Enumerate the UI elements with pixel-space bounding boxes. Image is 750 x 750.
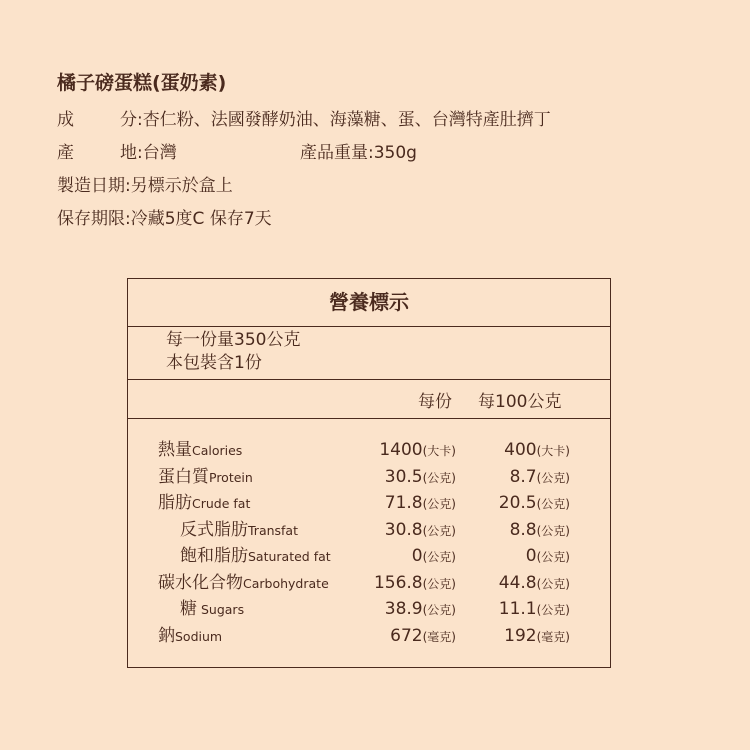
nutrition-row-sodium: [128, 623, 610, 650]
value-per-serving: 1400(大卡): [379, 440, 456, 460]
servings-per-pack: 本包裝含1份: [166, 353, 262, 373]
col-per-serving: 每份: [418, 392, 452, 412]
value-per-serving: 0(公克): [411, 546, 456, 566]
nutrient-name: 鈉Sodium: [158, 625, 223, 646]
value-per-100g: 20.5(公克): [498, 493, 570, 513]
nutrition-row-sugars: [128, 596, 610, 623]
nutrition-row-calories: [128, 437, 610, 464]
nutrient-name: 糖 Sugars: [180, 599, 245, 619]
nutrition-row-trans-fat: [128, 517, 610, 544]
value-per-100g: 400(大卡): [504, 440, 570, 460]
ingredients-line: [57, 104, 717, 137]
value-per-100g: 44.8(公克): [498, 572, 570, 593]
serving-info: [128, 327, 610, 380]
value-per-100g: 8.7(公克): [509, 466, 570, 487]
product-title: 橘子磅蛋糕(蛋奶素): [57, 72, 227, 94]
origin-label: 產 地: [57, 143, 137, 163]
value-per-serving: 156.8(公克): [373, 572, 456, 593]
mfg-date-value: :另標示於盒上: [125, 176, 233, 196]
nutrient-name: 熱量Calories: [158, 440, 243, 460]
nutrition-rows: [128, 437, 610, 649]
value-per-100g: 0(公克): [525, 546, 570, 566]
ingredients-label: 成 分: [57, 110, 137, 130]
col-per-100g: 每100公克: [478, 392, 562, 412]
value-per-serving: 672(毫克): [390, 625, 456, 646]
value-per-serving: 71.8(公克): [384, 493, 456, 513]
value-per-serving: 38.9(公克): [384, 599, 456, 619]
column-header: [128, 380, 610, 419]
nutrient-name: 飽和脂肪Saturated fat: [180, 546, 331, 566]
storage-line: [57, 203, 717, 236]
ingredients-value: :杏仁粉、法國發酵奶油、海藻糖、蛋、台灣特產肚擠丁: [137, 110, 551, 130]
nutrition-row-saturated-fat: [128, 543, 610, 570]
value-per-serving: 30.5(公克): [384, 466, 456, 487]
product-info: [57, 68, 717, 236]
nutrient-name: 反式脂肪Transfat: [180, 519, 298, 540]
nutrition-title: 營養標示: [128, 279, 610, 327]
serving-size: 每一份量350公克: [166, 330, 301, 350]
mfg-date-line: [57, 170, 717, 203]
nutrient-name: 蛋白質Protein: [158, 466, 253, 487]
value-per-100g: 192(毫克): [504, 625, 570, 646]
storage-label: 保存期限: [57, 209, 125, 229]
nutrition-row-carbohydrate: [128, 570, 610, 597]
net-weight: 產品重量:350g: [300, 143, 417, 163]
value-per-100g: 11.1(公克): [498, 599, 570, 619]
storage-value: :冷藏5度C 保存7天: [125, 209, 272, 229]
mfg-date-label: 製造日期: [57, 176, 125, 196]
nutrition-facts-panel: [127, 278, 611, 668]
nutrient-name: 脂肪Crude fat: [158, 493, 251, 513]
nutrition-row-fat: [128, 490, 610, 517]
origin-value: :台灣: [137, 143, 177, 163]
nutrition-row-protein: [128, 464, 610, 491]
value-per-serving: 30.8(公克): [384, 519, 456, 540]
origin-line: [57, 137, 717, 170]
nutrient-name: 碳水化合物Carbohydrate: [158, 572, 329, 593]
value-per-100g: 8.8(公克): [509, 519, 570, 540]
